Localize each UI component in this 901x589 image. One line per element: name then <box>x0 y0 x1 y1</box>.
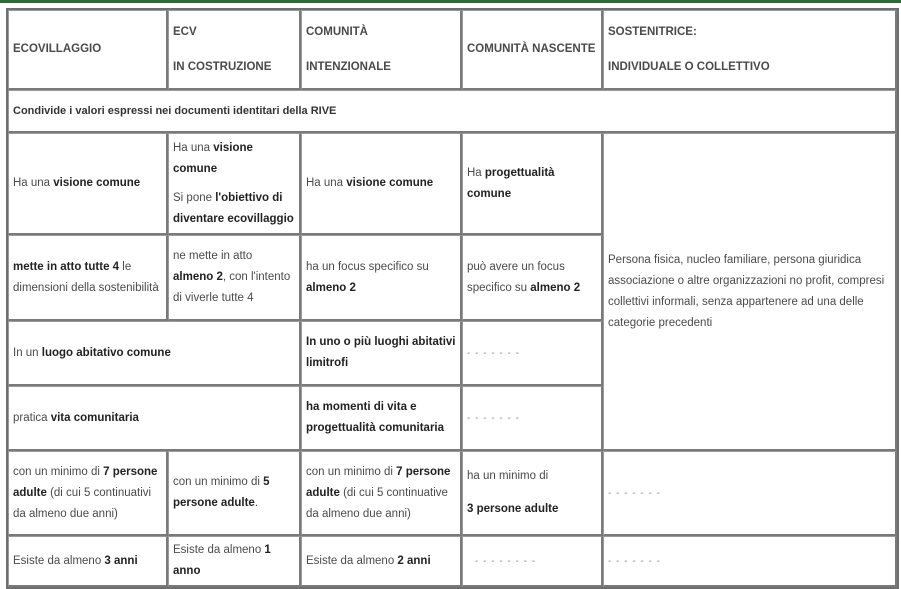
cell-text: pratica <box>13 411 51 424</box>
cell <box>8 451 168 536</box>
cell-text: Esiste da almeno <box>306 554 398 567</box>
cell-bold-text: 7 persone adulte <box>13 465 158 499</box>
header-ecovillaggio <box>8 10 168 90</box>
cell-bold-text: 5 persone adulte <box>173 476 270 509</box>
cell <box>168 133 301 235</box>
cell-bold-text: visione comune <box>53 177 141 189</box>
header-sostenitrice <box>603 10 897 90</box>
cell-text: . <box>254 497 259 509</box>
top-accent-bar <box>0 0 901 3</box>
header-label: INDIVIDUALE O COLLETTIVO <box>608 60 770 73</box>
cell-text: le dimensioni della sostenibilità <box>13 260 159 294</box>
cell-text: (di cui 5 continuativi da almeno due anni) <box>13 486 152 520</box>
cell-text: (di cui 5 continuative da almeno due anni) <box>306 486 448 520</box>
header-comunita-intenzionale <box>301 10 462 90</box>
people-row <box>8 451 897 536</box>
cell <box>462 386 603 451</box>
cell-bold-text: almeno 2 <box>173 271 223 283</box>
empty-dashes: - - - - - - - <box>608 487 661 499</box>
header-label: ECV <box>173 25 197 38</box>
cell <box>301 321 462 386</box>
cell-text: Esiste da almeno <box>173 544 265 556</box>
cell-bold-text: visione comune <box>173 141 253 175</box>
cell <box>462 321 603 386</box>
cell <box>168 235 301 321</box>
cell-text: Persona fisica, nucleo familiare, persona giuridica associazione o altre organizzazioni no profit, compresi collettivi informali, senza appartenere ad una delle categorie precedenti <box>608 253 885 329</box>
cell <box>301 133 462 235</box>
cell <box>462 133 603 235</box>
cell-bold-text: In uno o più luoghi abitativi limitrofi <box>306 336 456 369</box>
cell-text: può avere un focus specifico su <box>467 260 565 294</box>
cell-bold-text: 3 anni <box>104 554 138 567</box>
cell-text: Ha una <box>13 177 54 189</box>
cell-text: con un minimo di <box>306 465 397 478</box>
cell-bold-text: 2 anni <box>397 554 431 567</box>
community-types-table <box>6 8 899 589</box>
empty-dashes: - - - - - - - - <box>475 555 537 567</box>
empty-dashes: - - - - - - - <box>467 412 520 424</box>
cell <box>462 451 603 536</box>
cell-text: con un minimo di <box>13 465 104 478</box>
cell-bold-text: almeno 2 <box>306 281 356 294</box>
cell-text: Si pone <box>173 191 216 204</box>
cell-text: ha un minimo di <box>467 470 549 482</box>
cell <box>301 536 462 587</box>
header-label: SOSTENITRICE: <box>608 25 697 38</box>
sostenitrice-description-cell <box>603 133 897 451</box>
cell-bold-text: almeno 2 <box>530 281 581 294</box>
header-label: ECOVILLAGGIO <box>13 43 102 55</box>
cell <box>8 235 168 321</box>
cell-bold-text: l'obiettivo di diventare ecovillaggio <box>173 191 294 225</box>
cell-bold-text: luogo abitativo comune <box>41 346 171 359</box>
cell-bold-text: 3 persone adulte <box>467 503 559 515</box>
header-comunita-nascente <box>462 10 603 90</box>
empty-dashes: - - - - - - - <box>608 555 661 567</box>
cell-text: In un <box>13 346 42 359</box>
cell <box>8 133 168 235</box>
cell-text: Ha una <box>306 177 347 189</box>
header-label: COMUNITÀ <box>306 25 368 38</box>
header-label: COMUNITÀ NASCENTE <box>467 43 596 55</box>
cell <box>301 451 462 536</box>
empty-dashes: - - - - - - - <box>467 347 520 359</box>
cell-text: Ha una <box>173 141 214 154</box>
cell-bold-text: vita comunitaria <box>50 411 139 424</box>
cell-text: Ha <box>467 166 485 179</box>
cell-text: ha un focus specifico su <box>306 260 429 273</box>
cell-text: con un minimo di <box>173 476 264 488</box>
header-row <box>8 10 897 90</box>
cell-bold-text: mette in atto tutte 4 <box>13 260 120 273</box>
years-row <box>8 536 897 587</box>
cell <box>462 235 603 321</box>
header-ecv-in-costruzione <box>168 10 301 90</box>
cell-bold-text: 7 persone adulte <box>306 465 451 499</box>
values-cell <box>8 90 897 133</box>
cell-text: , con l'intento di viverle tutte 4 <box>173 271 291 304</box>
cell <box>462 536 603 587</box>
values-text: Condivide i valori espressi nei documenti identitari della RIVE <box>13 104 337 117</box>
cell-bold-text: visione comune <box>346 177 434 189</box>
cell <box>603 536 897 587</box>
cell <box>301 386 462 451</box>
cell-text: ne mette in atto <box>173 250 253 262</box>
values-row <box>8 90 897 133</box>
header-label: INTENZIONALE <box>306 60 391 73</box>
cell-bold-text: ha momenti di vita e progettualità comunitaria <box>306 401 445 434</box>
cell-bold-text: progettualità comune <box>467 166 555 200</box>
cell <box>603 451 897 536</box>
cell-text: Esiste da almeno <box>13 554 105 567</box>
cell <box>8 321 301 386</box>
cell <box>168 451 301 536</box>
header-label: IN COSTRUZIONE <box>173 60 272 73</box>
cell <box>8 536 168 587</box>
cell <box>8 386 301 451</box>
vision-row <box>8 133 897 235</box>
cell <box>168 536 301 587</box>
cell-bold-text: 1 anno <box>173 544 271 577</box>
cell <box>301 235 462 321</box>
